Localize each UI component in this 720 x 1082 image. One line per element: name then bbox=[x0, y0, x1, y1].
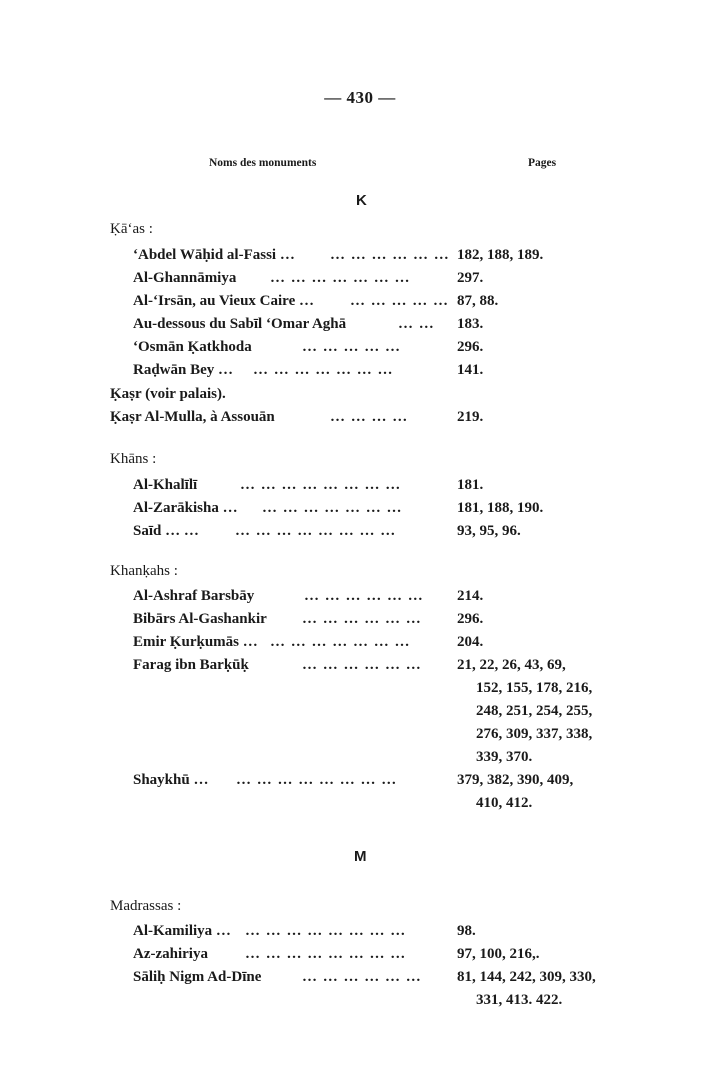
leader-dots: … … bbox=[398, 316, 435, 332]
entry-name: ‘Abdel Wāḥid al-Fassi … bbox=[133, 247, 295, 263]
entry-pages-continued: 339, 370. bbox=[476, 749, 533, 765]
leader-dots: … … … … … … bbox=[302, 657, 422, 673]
entry-name: Al-Ghannāmiya bbox=[133, 270, 237, 286]
entry-pages: 219. bbox=[457, 409, 484, 425]
entry-name: Raḍwān Bey … bbox=[133, 362, 234, 378]
entry-pages: 296. bbox=[457, 339, 484, 355]
leader-dots: … … … … … bbox=[350, 293, 449, 309]
leader-dots: … … … … … … … bbox=[270, 634, 411, 650]
leader-dots: … … … … … … bbox=[330, 247, 450, 263]
entry-pages: 87, 88. bbox=[457, 293, 499, 309]
leader-dots: … … … … bbox=[330, 409, 409, 425]
section-letter-m: M bbox=[354, 848, 367, 865]
leader-dots: … … … … … … … bbox=[262, 500, 403, 516]
column-header-pages: Pages bbox=[528, 157, 557, 169]
section-letter-k: K bbox=[356, 192, 367, 209]
leader-dots: … … … … … … … bbox=[270, 270, 411, 286]
entry-pages: 97, 100, 216,. bbox=[457, 946, 540, 962]
entry-name: ‘Osmān Ḳatkhoda bbox=[133, 339, 252, 355]
entry-pages: 81, 144, 242, 309, 330, bbox=[457, 969, 596, 985]
leader-dots: … … … … … … … … bbox=[240, 477, 402, 493]
entry-pages-continued: 152, 155, 178, 216, bbox=[476, 680, 593, 696]
leader-dots: … … … … … … bbox=[302, 611, 422, 627]
entry-name: Saīd … … bbox=[133, 523, 199, 539]
entry-name: Al-Ashraf Barsbāy bbox=[133, 588, 255, 604]
entry-name: Bibārs Al-Gashankir bbox=[133, 611, 267, 627]
entry-name: Sāliḥ Nigm Ad-Dīne bbox=[133, 969, 262, 985]
entry-pages: 181, 188, 190. bbox=[457, 500, 544, 516]
entry-pages: 379, 382, 390, 409, bbox=[457, 772, 574, 788]
entry-pages: 183. bbox=[457, 316, 484, 332]
leader-dots: … … … … … … … … bbox=[245, 946, 407, 962]
leader-dots: … … … … … bbox=[302, 339, 401, 355]
entry-pages: 214. bbox=[457, 588, 484, 604]
leader-dots: … … … … … … … … bbox=[236, 772, 398, 788]
entry-pages: 204. bbox=[457, 634, 484, 650]
entry-name: Farag ibn Barḳūḳ bbox=[133, 657, 249, 673]
column-header-names: Noms des monuments bbox=[209, 157, 317, 169]
entry-pages: 296. bbox=[457, 611, 484, 627]
entry-name: Au-dessous du Sabīl ‘Omar Aghā bbox=[133, 316, 347, 332]
entry-name: Al-Zarākisha … bbox=[133, 500, 238, 516]
group-heading-khans: Khāns : bbox=[110, 451, 157, 467]
entry-pages-continued: 248, 251, 254, 255, bbox=[476, 703, 593, 719]
entry-name: Az-zahiriya bbox=[133, 946, 208, 962]
entry-name: Al-Khalīlī bbox=[133, 477, 198, 493]
entry-pages-continued: 410, 412. bbox=[476, 795, 533, 811]
entry-pages-continued: 276, 309, 337, 338, bbox=[476, 726, 593, 742]
group-heading-khankahs: Khanḳahs : bbox=[110, 563, 178, 579]
entry-pages: 93, 95, 96. bbox=[457, 523, 521, 539]
entry-pages: 141. bbox=[457, 362, 484, 378]
page-number: — 430 — bbox=[324, 88, 396, 107]
entry-name: Al-Kamiliya … bbox=[133, 923, 231, 939]
entry-pages: 297. bbox=[457, 270, 484, 286]
leader-dots: … … … … … … … … bbox=[235, 523, 397, 539]
entry-name: Ḳaṣr Al-Mulla, à Assouān bbox=[110, 409, 275, 425]
leader-dots: … … … … … … … bbox=[253, 362, 394, 378]
leader-dots: … … … … … … bbox=[302, 969, 422, 985]
leader-dots: … … … … … … … … bbox=[245, 923, 407, 939]
entry-name: Shaykhū … bbox=[133, 772, 209, 788]
entry-pages: 21, 22, 26, 43, 69, bbox=[457, 657, 566, 673]
entry-name: Emir Ḳurḳumās … bbox=[133, 634, 258, 650]
entry-pages: 182, 188, 189. bbox=[457, 247, 544, 263]
entry-pages: 181. bbox=[457, 477, 484, 493]
group-heading-madrassas: Madrassas : bbox=[110, 898, 182, 914]
entry-name-kasr: Ḳaṣr (voir palais). bbox=[110, 386, 226, 402]
entry-pages: 98. bbox=[457, 923, 476, 939]
leader-dots: … … … … … … bbox=[304, 588, 424, 604]
entry-pages-continued: 331, 413. 422. bbox=[476, 992, 563, 1008]
group-heading-kaas: Ḳā‘as : bbox=[110, 221, 153, 237]
entry-name: Al-‘Irsān, au Vieux Caire … bbox=[133, 293, 314, 309]
